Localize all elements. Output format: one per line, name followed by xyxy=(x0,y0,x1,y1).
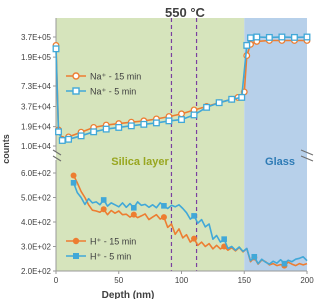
bottom-series-1-point xyxy=(161,203,167,209)
top-series-0-point xyxy=(179,111,185,117)
legend-bottom-h5-label: H⁺ - 5 min xyxy=(90,251,132,262)
y-tick-label-bottom: 5.0E+02 xyxy=(20,193,51,203)
top-series-1-point xyxy=(292,35,298,41)
legend-bottom-h5-marker xyxy=(73,253,79,259)
top-series-1-point xyxy=(239,95,245,101)
bottom-series-1-point xyxy=(251,254,257,260)
top-series-1-point xyxy=(191,112,197,118)
y-tick-label-bottom: 2.0E+02 xyxy=(20,267,51,276)
y-tick-label-top: 1.9E+04 xyxy=(20,122,51,132)
y-tick-label-top: 3.7E+05 xyxy=(20,33,51,42)
top-series-1-point xyxy=(279,34,285,40)
top-series-1-point xyxy=(116,125,122,131)
y-tick-label-bottom: 4.0E+02 xyxy=(20,218,51,227)
top-series-1-point xyxy=(244,43,250,49)
bottom-series-0-point xyxy=(161,214,167,220)
top-series-1-point xyxy=(53,46,59,52)
top-series-1-point xyxy=(91,129,97,135)
legend-top-na15-marker xyxy=(73,73,79,79)
bottom-series-1-point xyxy=(191,213,197,219)
region-bg-0 xyxy=(56,18,244,271)
chart-title: 550 °C xyxy=(165,5,205,20)
legend-top-na5-label: Na⁺ - 5 min xyxy=(90,86,137,97)
legend-bottom-h15-label: H⁺ - 15 min xyxy=(90,236,137,247)
top-series-1-point xyxy=(248,35,254,41)
legend-bottom-h15-marker xyxy=(73,238,79,244)
region-bg-1 xyxy=(244,18,307,271)
x-tick-label: 100 xyxy=(174,276,189,285)
bottom-series-0-point xyxy=(131,212,137,218)
bottom-series-0-point xyxy=(71,172,77,178)
region-label-silica: Silica layer xyxy=(111,156,169,168)
region-label-glass: Glass xyxy=(265,156,295,168)
top-series-1-point xyxy=(179,117,185,123)
top-series-1-point xyxy=(154,120,160,126)
y-tick-label-bottom: 3.0E+02 xyxy=(20,242,51,252)
y-tick-label-top: 1.0E+04 xyxy=(20,142,51,151)
top-series-1-point xyxy=(229,96,235,102)
top-series-1-point xyxy=(166,118,172,124)
top-series-1-point xyxy=(216,100,222,106)
bottom-series-0-point xyxy=(101,206,107,212)
x-tick-label: 200 xyxy=(300,276,314,285)
legend-top-na5-marker xyxy=(73,88,79,94)
top-series-1-point xyxy=(304,34,310,40)
top-series-1-point xyxy=(103,126,109,132)
y-tick-label-bottom: 6.0E+02 xyxy=(20,169,51,178)
top-series-1-point xyxy=(254,34,260,40)
y-tick-label-top: 7.3E+04 xyxy=(20,81,51,91)
top-series-1-point xyxy=(141,122,147,128)
top-series-1-point xyxy=(78,133,84,139)
y-axis-label: counts xyxy=(1,134,11,164)
top-series-1-point xyxy=(56,129,62,135)
x-tick-label: 150 xyxy=(237,276,251,285)
x-tick-label: 0 xyxy=(53,276,59,285)
y-tick-label-top: 3.7E+04 xyxy=(20,102,51,112)
top-series-1-point xyxy=(204,105,210,111)
bottom-series-1-point xyxy=(282,261,288,267)
x-tick-label: 50 xyxy=(114,276,124,285)
bottom-series-1-point xyxy=(101,197,107,203)
top-series-1-point xyxy=(129,123,135,129)
top-series-1-point xyxy=(59,138,65,144)
legend-top-na15-label: Na⁺ - 15 min xyxy=(90,71,142,82)
x-axis-label: Depth (nm) xyxy=(101,290,155,299)
bottom-series-0-point xyxy=(191,236,197,242)
bottom-series-1-point xyxy=(131,205,137,211)
top-series-1-point xyxy=(66,136,72,142)
top-series-1-point xyxy=(267,35,273,41)
y-tick-label-top: 1.9E+05 xyxy=(20,53,51,63)
bottom-series-1-point xyxy=(71,180,77,186)
bottom-series-1-point xyxy=(221,236,227,242)
